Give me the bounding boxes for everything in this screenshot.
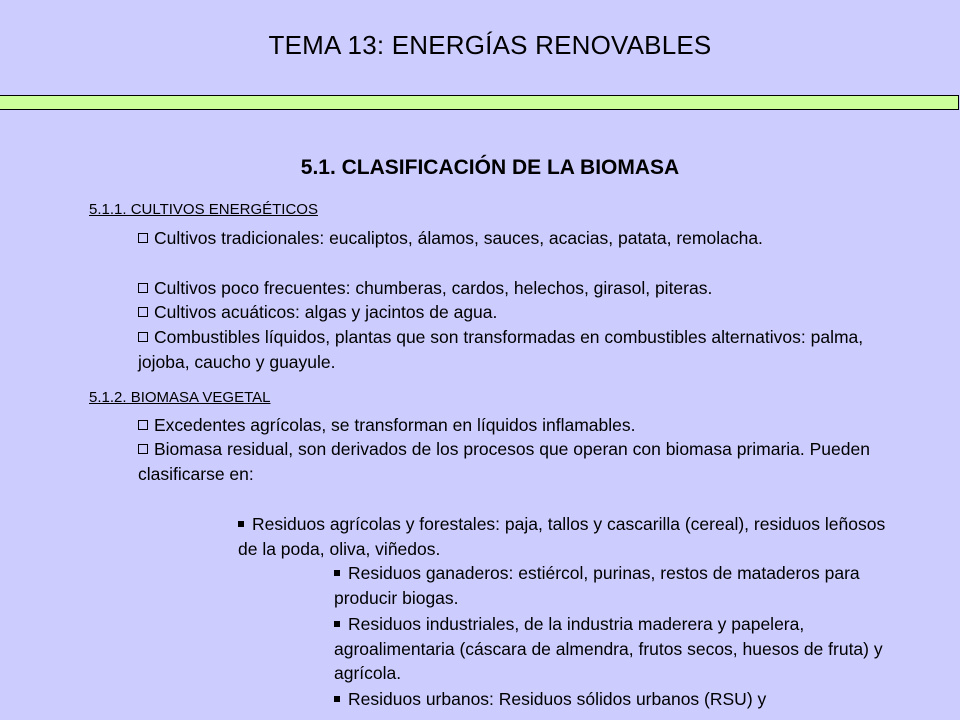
checkbox-bullet-icon xyxy=(138,332,148,342)
residue-item: Residuos industriales, de la industria maderera y papelera, agroalimentaria (cáscara de almendra, frutos secos, huesos de fruta) y agrícola. xyxy=(334,614,883,683)
checkbox-bullet-icon xyxy=(138,233,148,243)
residue-item: Residuos ganaderos: estiércol, purinas, restos de mataderos para producir biogas. xyxy=(334,563,860,608)
square-bullet-icon xyxy=(334,696,340,702)
square-bullet-icon xyxy=(238,521,244,527)
list-item: Cultivos tradicionales: eucaliptos, álamos, sauces, acacias, patata, remolacha. xyxy=(138,226,898,251)
list-item: Excedentes agrícolas, se transforman en líquidos inflamables. xyxy=(138,413,898,438)
slide-title: TEMA 13: ENERGÍAS RENOVABLES xyxy=(268,30,712,60)
checkbox-bullet-icon xyxy=(138,307,148,317)
residue-item: Residuos agrícolas y forestales: paja, tallos y cascarilla (cereal), residuos leñosos de la poda, oliva, viñedos. xyxy=(238,514,886,559)
list-item: Cultivos poco frecuentes: chumberas, cardos, helechos, girasol, piteras. xyxy=(138,276,898,301)
list-item: Biomasa residual, son derivados de los procesos que operan con biomasa primaria. Pueden clasificarse en: xyxy=(138,439,870,484)
square-bullet-icon xyxy=(334,570,340,576)
residue-item: Residuos urbanos: Residuos sólidos urbanos (RSU) y xyxy=(334,687,894,712)
subsection-heading-biomasa-vegetal: 5.1.2. BIOMASA VEGETAL xyxy=(89,389,271,406)
divider-bar xyxy=(0,95,959,110)
checkbox-bullet-icon xyxy=(138,283,148,293)
list-item: Combustibles líquidos, plantas que son transformadas en combustibles alternativos: palma, jojoba, caucho y guayule. xyxy=(138,327,864,372)
checkbox-bullet-icon xyxy=(138,420,148,430)
list-item: Cultivos acuáticos: algas y jacintos de agua. xyxy=(138,300,898,325)
section-title: 5.1. CLASIFICACIÓN DE LA BIOMASA xyxy=(300,156,680,179)
square-bullet-icon xyxy=(334,621,340,627)
checkbox-bullet-icon xyxy=(138,444,148,454)
subsection-heading-cultivos: 5.1.1. CULTIVOS ENERGÉTICOS xyxy=(89,201,318,218)
